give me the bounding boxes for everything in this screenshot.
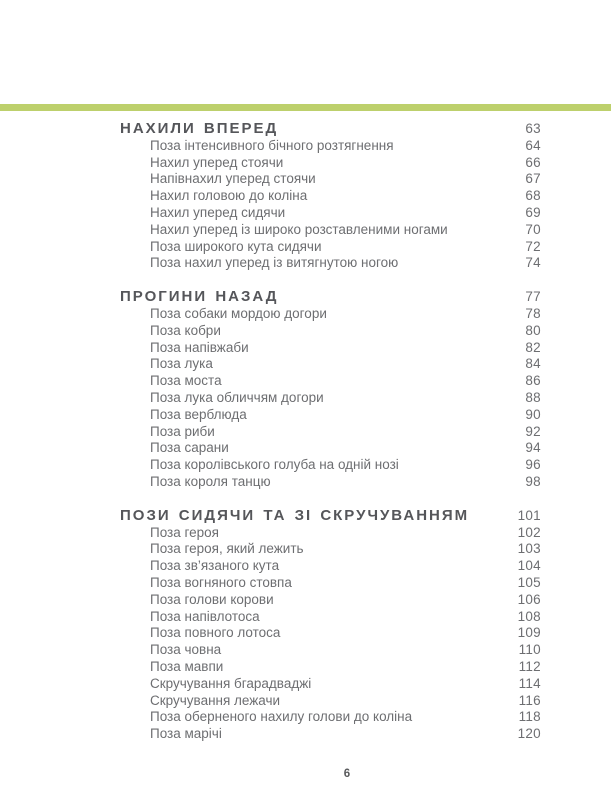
toc-section-header xyxy=(120,289,541,306)
toc-entry-page-number: 98 xyxy=(525,473,541,489)
toc-entry xyxy=(120,255,541,272)
toc-entry xyxy=(120,558,541,575)
toc-entry-page-number: 120 xyxy=(517,726,541,742)
toc-entry-label: Поза широкого кута сидячи xyxy=(150,238,322,254)
toc-entry-page-number: 118 xyxy=(518,709,541,725)
toc-entry xyxy=(120,373,541,390)
toc-entry-label: Скручування бгарадваджі xyxy=(150,675,312,691)
toc-section xyxy=(120,508,541,743)
toc-entry-page-number: 92 xyxy=(525,423,541,439)
toc-entry xyxy=(120,642,541,659)
accent-divider-bar xyxy=(0,104,611,111)
toc-entry-label: Поза моста xyxy=(150,373,222,389)
toc-section xyxy=(120,289,541,491)
toc-entry-page-number: 86 xyxy=(525,373,541,389)
toc-entry xyxy=(120,609,541,626)
toc-entry xyxy=(120,340,541,357)
toc-entry-page-number: 108 xyxy=(517,608,541,624)
toc-entry-page-number: 106 xyxy=(517,591,541,607)
toc-entry xyxy=(120,390,541,407)
toc-entry-page-number: 68 xyxy=(525,188,541,204)
toc-entry-page-number: 67 xyxy=(525,171,541,187)
toc-entry-label: Поза інтенсивного бічного розтягнення xyxy=(150,137,394,153)
toc-entry-page-number: 103 xyxy=(517,541,541,557)
toc-entry xyxy=(120,457,541,474)
toc-entry-label: Поза мавпи xyxy=(150,658,224,674)
toc-entry-page-number: 84 xyxy=(525,356,541,372)
toc-entry xyxy=(120,592,541,609)
toc-entry-page-number: 109 xyxy=(517,625,541,641)
toc-entry-label: Поза голови корови xyxy=(150,591,274,607)
toc-entry-label: Поза човна xyxy=(150,642,222,658)
toc-entry xyxy=(120,205,541,222)
toc-entry-page-number: 74 xyxy=(525,255,541,271)
toc-entry xyxy=(120,239,541,256)
toc-entry-label: Поза лука обличчям догори xyxy=(150,389,324,405)
toc-entry-label: Поза зв’язаного кута xyxy=(150,558,280,574)
toc-entry xyxy=(120,659,541,676)
toc-entry-page-number: 64 xyxy=(525,137,541,153)
toc-entry xyxy=(120,726,541,743)
toc-entry-page-number: 80 xyxy=(525,322,541,338)
toc-entry-label: Поза вогняного стовпа xyxy=(150,574,292,590)
toc-entry xyxy=(120,188,541,205)
toc-entry-page-number: 66 xyxy=(525,154,541,170)
toc-entry-page-number: 112 xyxy=(518,658,541,674)
toc-entry xyxy=(120,440,541,457)
toc-entry-label: Поза нахил уперед із витягнутою ногою xyxy=(150,255,399,271)
toc-entry-label: Поза героя xyxy=(150,524,219,540)
toc-entry xyxy=(120,625,541,642)
toc-entry-page-number: 78 xyxy=(525,305,541,321)
footer-page-number: 6 xyxy=(343,768,351,780)
toc-entry xyxy=(120,541,541,558)
toc-entry-label: Нахил головою до коліна xyxy=(150,188,308,204)
toc-entry xyxy=(120,222,541,239)
toc-entry xyxy=(120,709,541,726)
toc-entry-page-number: 114 xyxy=(518,675,541,691)
toc-entry-label: Нахил уперед із широко розставленими ногами xyxy=(150,221,448,237)
toc-section-header xyxy=(120,508,541,525)
toc-entry-label: Нахил уперед стоячи xyxy=(150,154,284,170)
section-title: ПОЗИ СИДЯЧИ ТА ЗІ СКРУЧУВАННЯМ xyxy=(120,506,470,524)
section-page-number: 101 xyxy=(517,507,541,523)
toc-entry-page-number: 116 xyxy=(518,692,541,708)
toc-entry-page-number: 94 xyxy=(525,440,541,456)
toc-entry-label: Скручування лежачи xyxy=(150,692,281,708)
toc-entry-label: Поза героя, який лежить xyxy=(150,541,304,557)
toc-entry xyxy=(120,693,541,710)
toc-entry-label: Поза собаки мордою догори xyxy=(150,305,327,321)
toc-entry-page-number: 102 xyxy=(517,524,541,540)
toc-entry-page-number: 96 xyxy=(525,457,541,473)
toc-entry-label: Поза марічі xyxy=(150,726,222,742)
toc-section-header xyxy=(120,121,541,138)
toc-entry-label: Поза повного лотоса xyxy=(150,625,281,641)
toc-entry-label: Поза королівського голуба на одній нозі xyxy=(150,457,399,473)
toc-entry-label: Поза верблюда xyxy=(150,406,247,422)
section-title: ПРОГИНИ НАЗАД xyxy=(120,288,279,306)
toc-entry-page-number: 104 xyxy=(517,558,541,574)
section-page-number: 77 xyxy=(525,289,541,305)
toc-entry-page-number: 88 xyxy=(525,389,541,405)
toc-entry-label: Поза лука xyxy=(150,356,213,372)
toc-entry xyxy=(120,138,541,155)
toc-entry-page-number: 105 xyxy=(517,574,541,590)
toc-entry xyxy=(120,575,541,592)
section-page-number: 63 xyxy=(525,121,541,136)
toc-entry xyxy=(120,306,541,323)
toc-entry xyxy=(120,171,541,188)
toc-entry-label: Поза короля танцю xyxy=(150,473,271,489)
section-title: НАХИЛИ ВПЕРЕД xyxy=(120,120,279,137)
toc-entry-label: Поза напівжаби xyxy=(150,339,249,355)
toc-entry xyxy=(120,356,541,373)
toc-entry-label: Поза риби xyxy=(150,423,215,439)
toc-entry-page-number: 110 xyxy=(518,642,541,658)
toc-entry-page-number: 69 xyxy=(525,204,541,220)
toc-entry-page-number: 82 xyxy=(525,339,541,355)
toc-entry xyxy=(120,323,541,340)
toc-section xyxy=(120,121,541,272)
toc-entry xyxy=(120,676,541,693)
toc-entry xyxy=(120,424,541,441)
toc-entry xyxy=(120,155,541,172)
toc-entry-page-number: 70 xyxy=(525,221,541,237)
toc-entry-label: Поза напівлотоса xyxy=(150,608,260,624)
toc-entry-label: Нахил уперед сидячи xyxy=(150,204,286,220)
toc-entry-page-number: 72 xyxy=(525,238,541,254)
toc-entry-label: Напівнахил уперед стоячи xyxy=(150,171,316,187)
toc-entry-label: Поза кобри xyxy=(150,322,221,338)
toc-entry xyxy=(120,525,541,542)
toc-entry xyxy=(120,474,541,491)
toc xyxy=(120,121,541,743)
toc-entry-page-number: 90 xyxy=(525,406,541,422)
toc-entry xyxy=(120,407,541,424)
toc-entry-label: Поза сарани xyxy=(150,440,229,456)
toc-entry-label: Поза оберненого нахилу голови до коліна xyxy=(150,709,413,725)
